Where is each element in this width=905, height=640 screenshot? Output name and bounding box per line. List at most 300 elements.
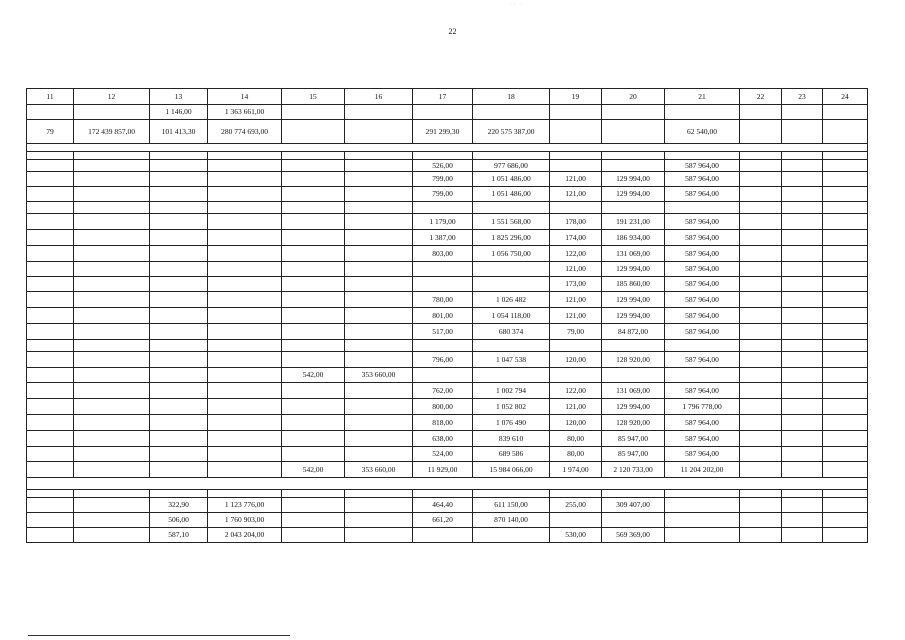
table-cell: 517,00 [413,324,473,340]
table-cell [150,340,208,352]
table-cell: 1 363 661,00 [208,105,282,120]
table-cell: 120,00 [550,415,602,431]
table-cell [27,187,74,202]
table-cell: 122,00 [550,246,602,262]
table-row [27,292,868,308]
table-row [27,214,868,230]
table-cell [740,246,782,262]
table-cell: 280 774 693,00 [208,120,282,144]
table-row [27,120,868,144]
table-row [27,172,868,187]
table-cell: 353 660,00 [345,462,413,478]
table-cell [740,324,782,340]
table-cell [740,172,782,187]
data-table [26,88,868,543]
table-cell: 174,00 [550,230,602,246]
table-cell [823,308,868,324]
table-cell: 542,00 [282,462,345,478]
table-cell: 84 872,00 [602,324,665,340]
table-cell [782,447,823,462]
table-cell [345,292,413,308]
table-cell [550,340,602,352]
table-row [27,152,868,160]
table-cell [823,490,868,498]
table-cell [282,308,345,324]
table-cell: 569 369,00 [602,528,665,543]
table-cell [74,513,150,528]
table-cell: 1 047 538 [473,352,550,368]
table-cell [74,324,150,340]
table-cell: 15 984 066,00 [473,462,550,478]
table-cell [208,292,282,308]
table-cell [27,431,74,447]
table-cell: 587 964,00 [665,383,740,399]
table-cell [282,105,345,120]
table-cell [782,368,823,383]
table-cell [150,383,208,399]
table-cell [782,340,823,352]
table-cell [74,277,150,292]
table-cell [740,431,782,447]
table-cell: 129 994,00 [602,292,665,308]
table-cell [345,352,413,368]
table-cell [550,513,602,528]
table-cell [740,447,782,462]
table-cell: 587 964,00 [665,447,740,462]
table-cell [740,262,782,277]
table-cell: 2 043 204,00 [208,528,282,543]
table-cell [413,105,473,120]
table-cell [602,513,665,528]
table-cell [345,513,413,528]
table-cell [208,230,282,246]
table-cell [27,308,74,324]
table-cell [782,490,823,498]
table-cell [345,277,413,292]
column-header: 23 [782,89,823,105]
table-cell [413,262,473,277]
table-cell: 178,00 [550,214,602,230]
table-cell [345,105,413,120]
table-cell: 1 179,00 [413,214,473,230]
table-cell: 796,00 [413,352,473,368]
table-cell: 1 796 778,00 [665,399,740,415]
table-cell: 131 069,00 [602,246,665,262]
table-cell [27,513,74,528]
table-cell [782,498,823,513]
table-cell [782,172,823,187]
table-cell: 977 686,00 [473,160,550,172]
table-cell [823,277,868,292]
table-cell [740,528,782,543]
table-cell [150,160,208,172]
table-cell: 129 994,00 [602,187,665,202]
table-cell [345,152,413,160]
table-cell [823,292,868,308]
table-row [27,415,868,431]
table-cell [27,160,74,172]
table-cell: 587 964,00 [665,277,740,292]
table-row [27,431,868,447]
table-cell: 62 540,00 [665,120,740,144]
table-cell [208,277,282,292]
table-cell [473,202,550,214]
table-cell [27,415,74,431]
table-cell [27,490,74,498]
column-header: 22 [740,89,782,105]
table-cell [150,352,208,368]
table-cell: 2 120 733,00 [602,462,665,478]
table-cell [74,308,150,324]
table-row [27,308,868,324]
table-cell [27,152,74,160]
table-cell: 1 974,00 [550,462,602,478]
column-header: 19 [550,89,602,105]
table-cell [740,120,782,144]
table-cell [208,352,282,368]
table-cell [208,399,282,415]
table-cell [74,447,150,462]
column-header: 20 [602,89,665,105]
table-cell [782,214,823,230]
table-cell: 1 146,00 [150,105,208,120]
table-cell: 1 387,00 [413,230,473,246]
table-cell [208,462,282,478]
table-row [27,160,868,172]
table-cell [27,447,74,462]
table-row [27,187,868,202]
table-cell [740,152,782,160]
table-cell [740,415,782,431]
table-cell [74,172,150,187]
table-cell [282,340,345,352]
table-cell [208,160,282,172]
table-cell [823,415,868,431]
table-cell [345,340,413,352]
table-cell: 322,90 [150,498,208,513]
table-cell: 506,00 [150,513,208,528]
table-cell [150,277,208,292]
table-cell [150,431,208,447]
table-cell [602,120,665,144]
table-cell: 220 575 387,00 [473,120,550,144]
table-cell [74,187,150,202]
table-cell [282,160,345,172]
table-cell [782,383,823,399]
table-cell [74,368,150,383]
table-cell [150,246,208,262]
table-row [27,368,868,383]
table-cell [823,120,868,144]
table-cell [282,498,345,513]
table-cell [740,277,782,292]
table-cell [27,462,74,478]
column-header: 14 [208,89,282,105]
table-cell: 121,00 [550,262,602,277]
table-cell [823,462,868,478]
table-cell [823,105,868,120]
table-cell [602,160,665,172]
table-cell: 587 964,00 [665,415,740,431]
column-header: 18 [473,89,550,105]
table-cell [27,478,868,490]
table-cell [282,324,345,340]
table-cell: 121,00 [550,292,602,308]
table-cell: 11 929,00 [413,462,473,478]
table-cell [150,262,208,277]
table-cell: 524,00 [413,447,473,462]
table-cell: 1 825 296,00 [473,230,550,246]
table-cell [823,383,868,399]
table-cell [345,172,413,187]
table-cell [208,246,282,262]
scan-marks: ˙ ˙ ˙ [510,3,522,9]
table-cell [740,399,782,415]
table-cell [665,490,740,498]
table-cell: 526,00 [413,160,473,172]
table-cell [27,230,74,246]
table-row [27,513,868,528]
table-cell [550,368,602,383]
table-cell [665,202,740,214]
table-cell [345,308,413,324]
table-cell [74,202,150,214]
table-cell [208,431,282,447]
table-cell [665,368,740,383]
table-cell: 780,00 [413,292,473,308]
table-cell [782,187,823,202]
table-cell [413,202,473,214]
table-cell: 85 947,00 [602,431,665,447]
table-cell: 129 994,00 [602,172,665,187]
table-cell [208,214,282,230]
table-cell [345,431,413,447]
table-cell [345,383,413,399]
table-cell [345,120,413,144]
table-cell [602,340,665,352]
table-row [27,447,868,462]
table-cell [150,152,208,160]
table-cell [823,399,868,415]
table-cell [413,277,473,292]
table-cell [208,415,282,431]
table-cell [782,308,823,324]
table-cell [208,187,282,202]
table-cell: 1 051 486,00 [473,172,550,187]
table-cell [282,415,345,431]
table-cell [345,415,413,431]
table-cell [823,152,868,160]
table-cell [74,462,150,478]
table-cell [27,246,74,262]
table-row [27,399,868,415]
table-cell [782,160,823,172]
table-cell [150,399,208,415]
table-cell [74,292,150,308]
column-header: 12 [74,89,150,105]
table-row [27,105,868,120]
table-cell [150,187,208,202]
table-cell: 1 051 486,00 [473,187,550,202]
table-cell [74,246,150,262]
table-cell [665,498,740,513]
table-cell [150,462,208,478]
table-cell [208,490,282,498]
table-cell: 587 964,00 [665,214,740,230]
table-cell [208,447,282,462]
table-cell [550,202,602,214]
table-cell [74,214,150,230]
table-cell [413,340,473,352]
table-cell [74,399,150,415]
table-cell [740,202,782,214]
table-row [27,262,868,277]
table-cell [602,490,665,498]
table-cell [740,513,782,528]
table-cell: 121,00 [550,172,602,187]
table-cell [282,214,345,230]
table-cell [740,490,782,498]
table-cell [473,152,550,160]
table-cell [27,399,74,415]
table-cell [74,431,150,447]
table-cell [27,324,74,340]
table-row [27,144,868,152]
column-header: 24 [823,89,868,105]
table-cell [782,202,823,214]
table-cell [782,246,823,262]
table-cell: 255,00 [550,498,602,513]
column-header: 21 [665,89,740,105]
table-cell [823,513,868,528]
table-cell [782,292,823,308]
page-number: 22 [448,27,457,36]
table-cell [740,308,782,324]
table-row [27,352,868,368]
table-cell [208,152,282,160]
table-cell [282,152,345,160]
table-cell [740,498,782,513]
table-row [27,490,868,498]
table-cell [74,352,150,368]
table-cell [740,230,782,246]
table-cell [27,340,74,352]
table-cell: 121,00 [550,187,602,202]
table-cell: 587,10 [150,528,208,543]
table-cell [823,498,868,513]
table-row [27,277,868,292]
table-cell [473,277,550,292]
table-cell [665,340,740,352]
table-cell [782,324,823,340]
table-cell [27,172,74,187]
table-cell [282,246,345,262]
table-cell [823,230,868,246]
table-cell [282,120,345,144]
table-cell [602,152,665,160]
table-cell [150,324,208,340]
table-cell: 128 920,00 [602,352,665,368]
table-cell: 85 947,00 [602,447,665,462]
table-cell [208,202,282,214]
table-row [27,383,868,399]
table-cell [282,277,345,292]
table-cell: 587 964,00 [665,262,740,277]
table-cell [27,352,74,368]
table-row [27,498,868,513]
table-cell [550,160,602,172]
table-cell [782,431,823,447]
table-cell [740,462,782,478]
table-cell: 803,00 [413,246,473,262]
table-cell: 587 964,00 [665,352,740,368]
table-cell [150,202,208,214]
table-cell [823,187,868,202]
table-cell [282,262,345,277]
table-cell [823,172,868,187]
table-cell [823,246,868,262]
table-cell [740,368,782,383]
table-cell [602,105,665,120]
table-cell [345,490,413,498]
table-cell [602,202,665,214]
table-cell: 661,20 [413,513,473,528]
table-cell [345,447,413,462]
table-cell: 80,00 [550,447,602,462]
table-cell [823,324,868,340]
table-cell: 291 299,30 [413,120,473,144]
table-cell [413,368,473,383]
table-cell [282,202,345,214]
table-cell: 587 964,00 [665,324,740,340]
table-cell: 1 052 802 [473,399,550,415]
table-cell: 1 123 776,00 [208,498,282,513]
table-cell [74,528,150,543]
table-cell [282,230,345,246]
table-cell [823,431,868,447]
table-cell [782,399,823,415]
table-cell [27,262,74,277]
table-cell [208,262,282,277]
table-cell [740,105,782,120]
table-cell [74,262,150,277]
table-cell: 1 002 794 [473,383,550,399]
table-cell [823,160,868,172]
column-header: 17 [413,89,473,105]
table-cell: 11 204 202,00 [665,462,740,478]
table-cell [345,262,413,277]
table-row [27,528,868,543]
table-cell [150,308,208,324]
table-cell [74,160,150,172]
table-cell: 587 964,00 [665,160,740,172]
table-cell: 1 054 118,00 [473,308,550,324]
table-cell [740,160,782,172]
table-cell: 587 964,00 [665,292,740,308]
table-cell [782,513,823,528]
table-cell [27,368,74,383]
table-cell [282,431,345,447]
table-cell [27,292,74,308]
column-header: 15 [282,89,345,105]
table-cell: 79 [27,120,74,144]
table-cell: 530,00 [550,528,602,543]
table-cell: 870 140,00 [473,513,550,528]
table-cell [740,383,782,399]
table-cell [208,172,282,187]
table-cell: 129 994,00 [602,308,665,324]
table-cell [74,490,150,498]
